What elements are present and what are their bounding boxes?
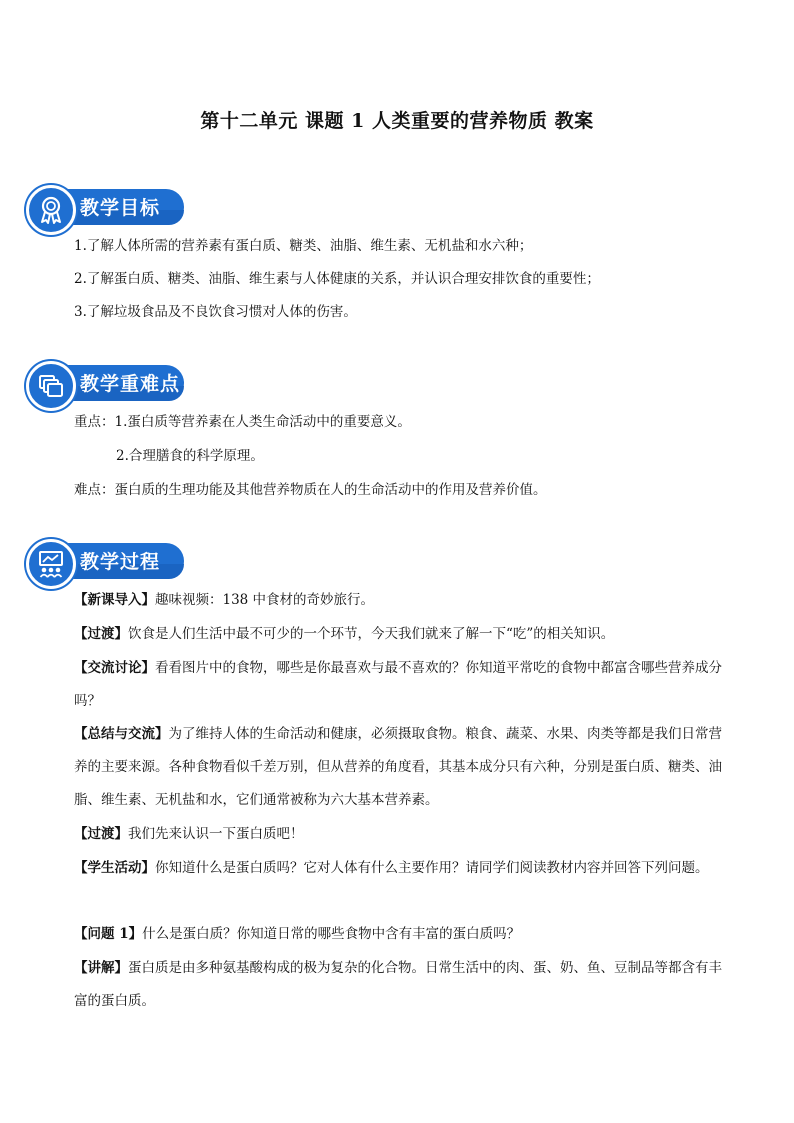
section-heading: 教学过程: [80, 551, 161, 573]
process-item: [74, 618, 724, 651]
process-text: 我们先来认识一下蛋白质吧！: [128, 826, 304, 842]
section-heading: 教学重难点: [80, 373, 181, 395]
process-item: [74, 852, 724, 885]
process-tag: 【交流讨论】: [74, 660, 155, 676]
award-ribbon-icon: [26, 185, 76, 235]
stacked-cards-icon: [26, 361, 76, 411]
section-banner-key-points: [26, 364, 184, 402]
process-text: 你知道什么是蛋白质吗？它对人体有什么主要作用？请同学们阅读教材内容并回答下列问题。: [155, 860, 709, 876]
section-banner-process: [26, 542, 184, 580]
process-text: 看看图片中的食物，哪些是你最喜欢与最不喜欢的？你知道平常吃的食物中都富含哪些营养成分吗？: [74, 660, 722, 709]
page-title: 第十二单元 课题 1 人类重要的营养物质 教案: [200, 110, 594, 132]
process-text: 饮食是人们生活中最不可少的一个环节，今天我们就来了解一下“吃”的相关知识。: [128, 626, 615, 642]
key-point-item: 重点：1.蛋白质等营养素在人类生命活动中的重要意义。: [74, 414, 411, 430]
process-item: [74, 952, 724, 1018]
process-item: [74, 818, 724, 851]
process-text: 蛋白质是由多种氨基酸构成的极为复杂的化合物。日常生活中的肉、蛋、奶、鱼、豆制品等都含有丰富的蛋白质。: [74, 960, 722, 1009]
presentation-people-icon: [26, 539, 76, 589]
process-item: [74, 652, 724, 718]
process-text: 什么是蛋白质？你知道日常的哪些食物中含有丰富的蛋白质吗？: [142, 926, 521, 942]
process-text: 趣味视频：138 中食材的奇妙旅行。: [155, 592, 375, 608]
process-tag: 【总结与交流】: [74, 726, 169, 742]
process-tag: 【过渡】: [74, 626, 128, 642]
process-tag: 【过渡】: [74, 826, 128, 842]
section-heading: 教学目标: [80, 197, 161, 219]
objective-item: 2.了解蛋白质、糖类、油脂、维生素与人体健康的关系，并认识合理安排饮食的重要性；: [74, 271, 600, 287]
process-item: [74, 584, 724, 617]
process-item: [74, 918, 724, 951]
process-tag: 【问题 1】: [74, 926, 143, 942]
section-banner-objectives: [26, 188, 184, 226]
objective-item: 3.了解垃圾食品及不良饮食习惯对人体的伤害。: [74, 304, 357, 320]
process-item: [74, 718, 724, 817]
objective-item: 1.了解人体所需的营养素有蛋白质、糖类、油脂、维生素、无机盐和水六种；: [74, 238, 533, 254]
process-tag: 【讲解】: [74, 960, 128, 976]
difficult-point-item: 难点：蛋白质的生理功能及其他营养物质在人的生命活动中的作用及营养价值。: [74, 482, 547, 498]
process-tag: 【新课导入】: [74, 592, 155, 608]
key-point-item: 2.合理膳食的科学原理。: [116, 448, 264, 464]
process-text: 为了维持人体的生命活动和健康，必须摄取食物。粮食、蔬菜、水果、肉类等都是我们日常营养的主要来源。各种食物看似千差万别，但从营养的角度看，其基本成分只有六种，分别是蛋白质、糖类、油脂、维生素、无机盐和水，它们通常被称为六大基本营养素。: [74, 726, 722, 808]
process-tag: 【学生活动】: [74, 860, 155, 876]
